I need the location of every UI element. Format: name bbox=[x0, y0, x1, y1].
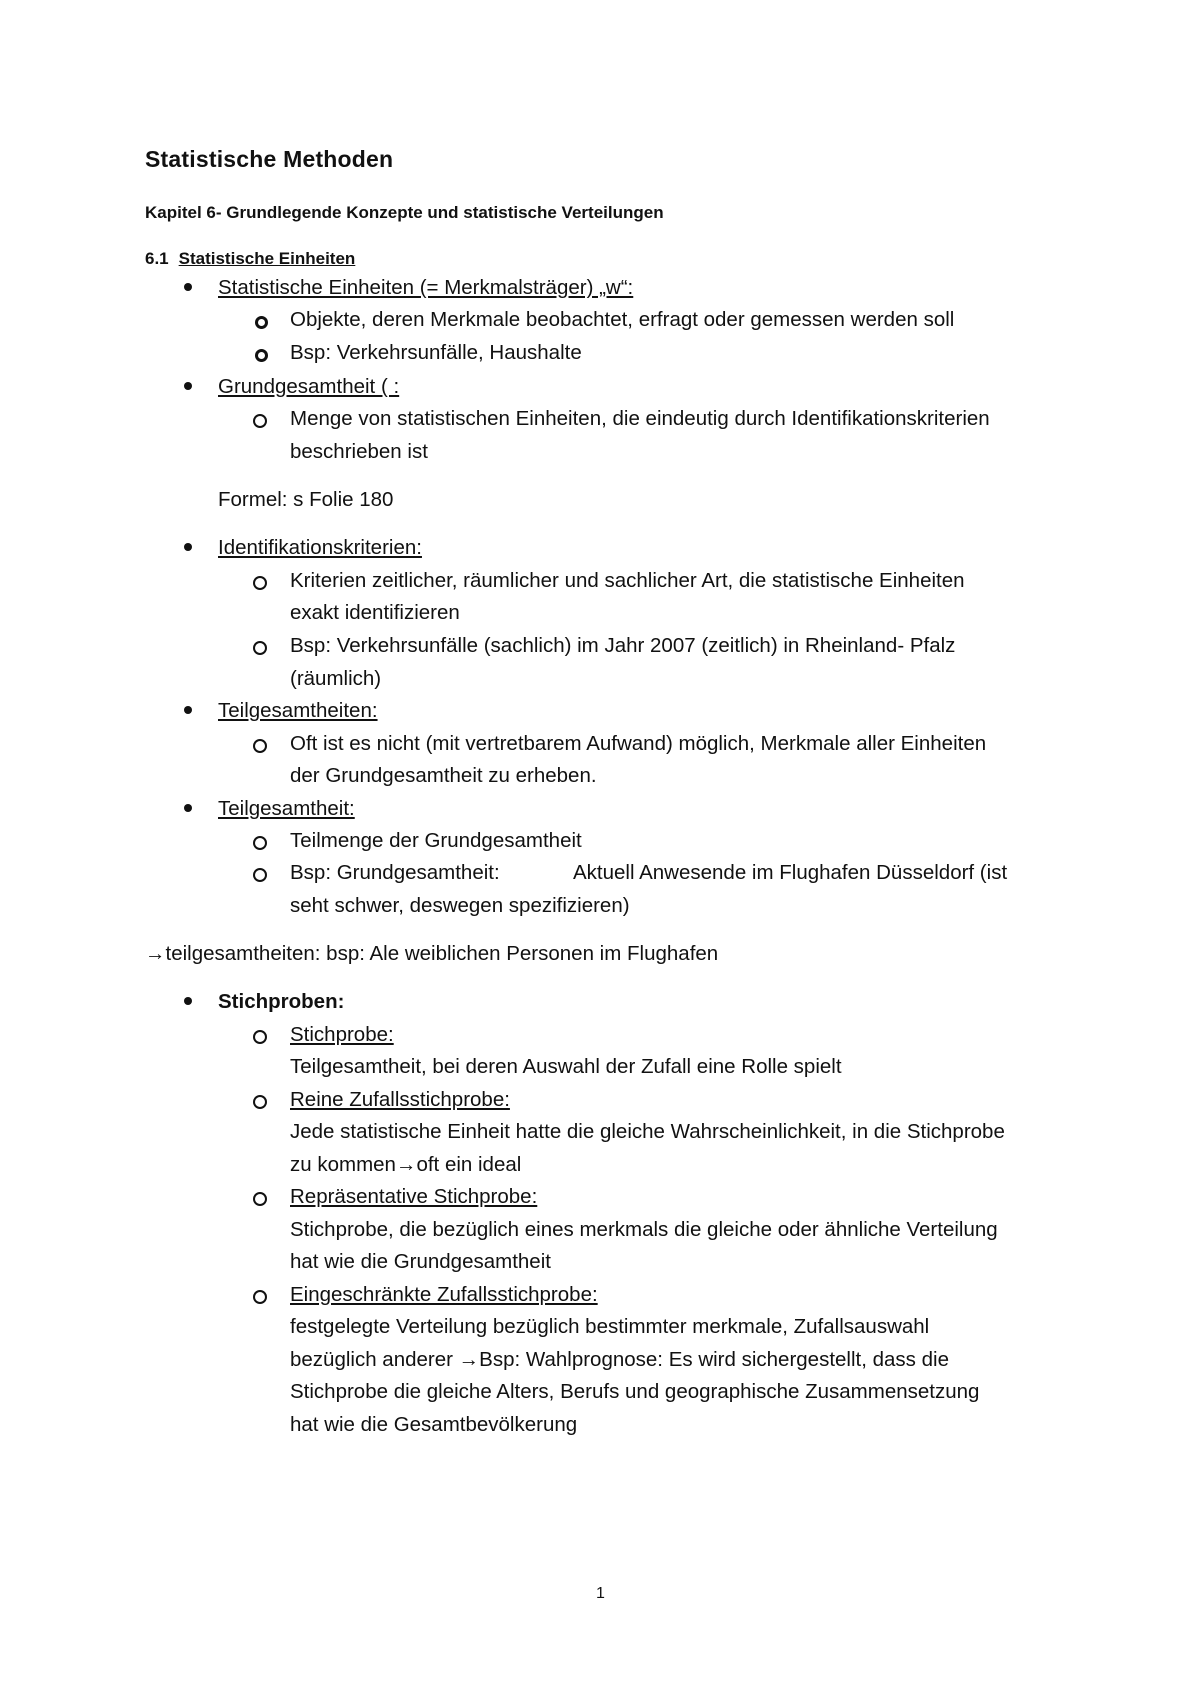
bullet-icon bbox=[184, 543, 192, 551]
bullet-icon bbox=[184, 997, 192, 1005]
formel-line: Formel: s Folie 180 bbox=[218, 488, 394, 511]
bullet-icon bbox=[184, 804, 192, 812]
page-number: 1 bbox=[596, 1585, 605, 1602]
sub-item-bsp-flughafen: Aktuell Anwesende im Flughafen Düsseldorf (ist bbox=[573, 861, 1008, 884]
sub-item-teilmenge: Teilmenge der Grundgesamtheit bbox=[290, 829, 582, 852]
sub-bullet-icon bbox=[253, 414, 267, 428]
sub-bullet-icon bbox=[253, 641, 267, 655]
sub-item-kriterien: Kriterien zeitlicher, räumlicher und sachlicher Art, die statistische Einheiten bbox=[290, 569, 965, 592]
sub-bullet-icon bbox=[253, 1192, 267, 1206]
sub-heading-repraesentative-stichprobe: Repräsentative Stichprobe: bbox=[290, 1185, 538, 1208]
sub-text-eingeschraenkte-c: Stichprobe die gleiche Alters, Berufs und geographische Zusammensetzung bbox=[290, 1380, 980, 1403]
document-title: Statistische Methoden bbox=[145, 146, 394, 172]
sub-item-menge-cont: beschrieben ist bbox=[290, 440, 428, 463]
sub-bullet-icon bbox=[255, 349, 268, 362]
bullet-teilgesamtheit: Teilgesamtheit: bbox=[218, 797, 355, 820]
sub-text-eingeschraenkte-b: bezüglich anderer →Bsp: Wahlprognose: Es wird sichergestellt, dass die bbox=[290, 1348, 949, 1371]
sub-item-bsp-cont: seht schwer, deswegen spezifizieren) bbox=[290, 894, 630, 917]
sub-text-eingeschraenkte-d: hat wie die Gesamtbevölkerung bbox=[290, 1413, 578, 1436]
sub-item-kriterien-cont: exakt identifizieren bbox=[290, 601, 460, 624]
bullet-identifikationskriterien: Identifikationskriterien: bbox=[218, 536, 422, 559]
sub-heading-stichprobe: Stichprobe: bbox=[290, 1023, 394, 1046]
sub-text-reine-b: zu kommen→oft ein ideal bbox=[290, 1153, 522, 1176]
sub-item-bsp-rheinland-cont: (räumlich) bbox=[290, 667, 382, 690]
sub-bullet-icon bbox=[253, 1095, 267, 1109]
sub-text-stichprobe: Teilgesamtheit, bei deren Auswahl der Zufall eine Rolle spielt bbox=[290, 1055, 842, 1078]
bullet-icon bbox=[184, 283, 192, 291]
bullet-grundgesamtheit: Grundgesamtheit ( : bbox=[218, 375, 400, 398]
bullet-stichproben: Stichproben: bbox=[218, 990, 345, 1013]
arrow-line-teilgesamtheiten: →teilgesamtheiten: bsp: Ale weiblichen Personen im Flughafen bbox=[145, 942, 719, 965]
sub-bullet-icon bbox=[255, 316, 268, 329]
bullet-statistische-einheiten: Statistische Einheiten (= Merkmalsträger) „w“: bbox=[218, 276, 634, 299]
bullet-icon bbox=[184, 382, 192, 390]
sub-heading-eingeschraenkte-zufallsstichprobe: Eingeschränkte Zufallsstichprobe: bbox=[290, 1283, 598, 1306]
sub-item-bsp-verkehrsunfaelle: Bsp: Verkehrsunfälle, Haushalte bbox=[290, 341, 582, 364]
sub-item-objekte: Objekte, deren Merkmale beobachtet, erfragt oder gemessen werden soll bbox=[290, 308, 955, 331]
sub-text-eingeschraenkte-a: festgelegte Verteilung bezüglich bestimmter merkmale, Zufallsauswahl bbox=[290, 1315, 930, 1338]
sub-item-menge: Menge von statistischen Einheiten, die eindeutig durch Identifikationskriterien bbox=[290, 407, 990, 430]
sub-text-reine-a: Jede statistische Einheit hatte die gleiche Wahrscheinlichkeit, in die Stichprobe bbox=[290, 1120, 1005, 1143]
sub-text-repraesentative-a: Stichprobe, die bezüglich eines merkmals die gleiche oder ähnliche Verteilung bbox=[290, 1218, 998, 1241]
section-heading bbox=[145, 249, 355, 269]
chapter-heading: Kapitel 6- Grundlegende Konzepte und statistische Verteilungen bbox=[145, 203, 664, 222]
sub-item-oft-cont: der Grundgesamtheit zu erheben. bbox=[290, 764, 597, 787]
sub-bullet-icon bbox=[253, 576, 267, 590]
sub-bullet-icon bbox=[253, 739, 267, 753]
bullet-teilgesamtheiten: Teilgesamtheiten: bbox=[218, 699, 378, 722]
sub-item-bsp-grundgesamtheit: Bsp: Grundgesamtheit: bbox=[290, 861, 500, 884]
sub-bullet-icon bbox=[253, 1030, 267, 1044]
sub-item-oft: Oft ist es nicht (mit vertretbarem Aufwand) möglich, Merkmale aller Einheiten bbox=[290, 732, 987, 755]
section-number: 6.1 bbox=[145, 249, 169, 268]
sub-text-repraesentative-b: hat wie die Grundgesamtheit bbox=[290, 1250, 551, 1273]
bullet-icon bbox=[184, 706, 192, 714]
sub-bullet-icon bbox=[253, 868, 267, 882]
sub-bullet-icon bbox=[253, 1290, 267, 1304]
section-title: Statistische Einheiten bbox=[178, 249, 356, 268]
sub-bullet-icon bbox=[253, 836, 267, 850]
sub-heading-reine-zufallsstichprobe: Reine Zufallsstichprobe: bbox=[290, 1088, 510, 1111]
sub-item-bsp-rheinland: Bsp: Verkehrsunfälle (sachlich) im Jahr 2007 (zeitlich) in Rheinland- Pfalz bbox=[290, 634, 956, 657]
